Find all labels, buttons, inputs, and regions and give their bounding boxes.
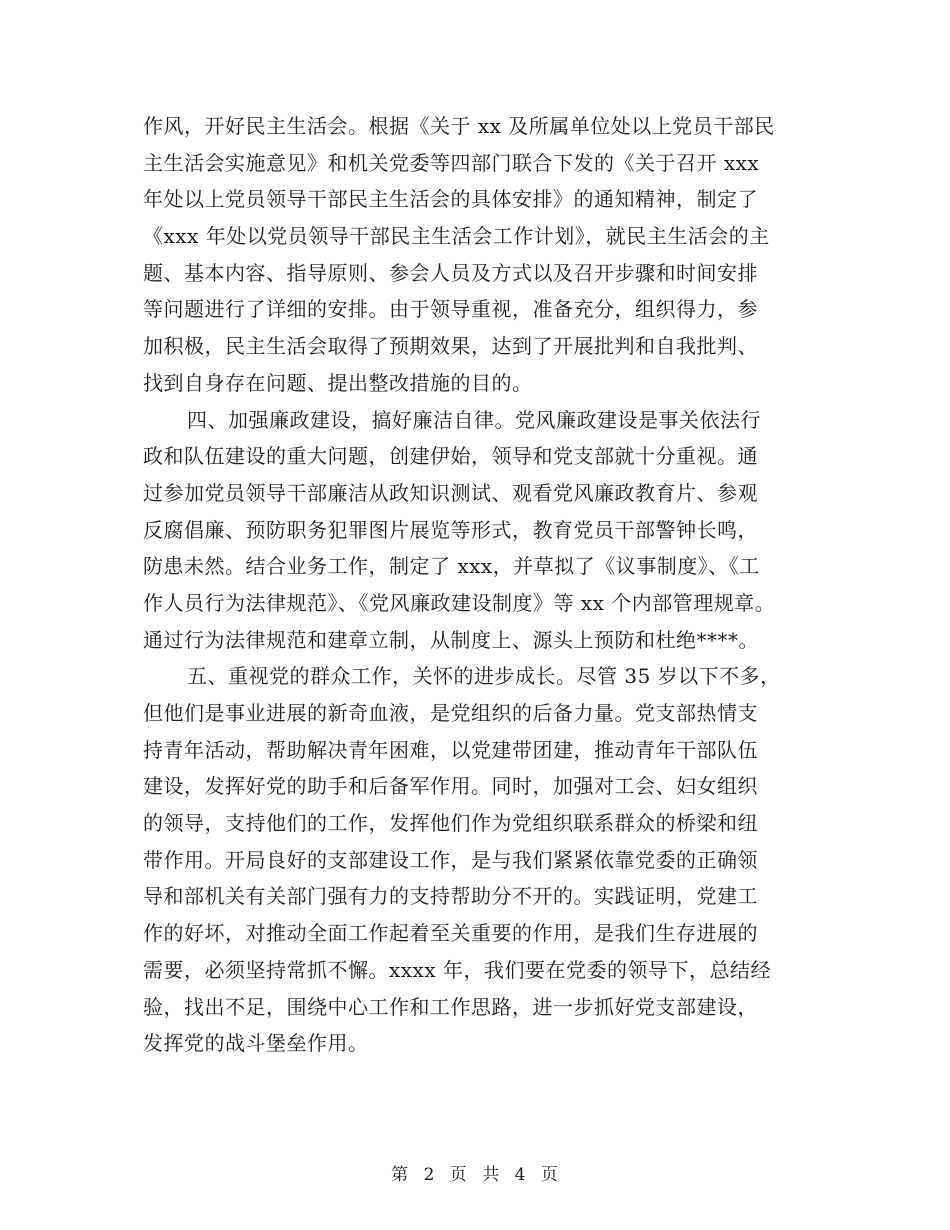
- text-line: 作人员行为法律规范》、《党风廉政建设制度》等 xx 个内部管理规章。: [143, 590, 776, 615]
- text-line: 带作用。开局良好的支部建设工作，是与我们紧紧依靠党委的正确领: [143, 847, 758, 872]
- text-line: 年处以上党员领导干部民主生活会的具体安排》的通知精神，制定了: [143, 187, 758, 212]
- text-line: 导和部机关有关部门强有力的支持帮助分不开的。实践证明，党建工: [143, 884, 758, 909]
- text-line: 题、基本内容、指导原则、参会人员及方式以及召开步骤和时间安排: [143, 260, 758, 285]
- text-line: 发挥党的战斗堡垒作用。: [143, 1031, 369, 1056]
- text-line: 验，找出不足，围绕中心工作和工作思路，进一步抓好党支部建设，: [143, 994, 758, 1019]
- page-unit: 页: [449, 1165, 468, 1185]
- text-line: 通过行为法律规范和建章立制，从制度上、源头上预防和杜绝****。: [143, 627, 759, 652]
- text-line: 《xxx 年处以党员领导干部民主生活会工作计划》，就民主生活会的主: [143, 224, 770, 249]
- document-body: [143, 108, 823, 1062]
- text-line: 找到自身存在问题、提出整改措施的目的。: [143, 370, 533, 395]
- text-line: 持青年活动，帮助解决青年困难，以党建带团建，推动青年干部队伍: [143, 737, 758, 762]
- text-line: 加积极，民主生活会取得了预期效果，达到了开展批判和自我批判、: [143, 334, 758, 359]
- page-prefix: 第: [391, 1165, 410, 1185]
- text-line: 过参加党员领导干部廉洁从政知识测试、观看党风廉政教育片、参观: [143, 480, 758, 505]
- text-line: 反腐倡廉、预防职务犯罪图片展览等形式，教育党员干部警钟长鸣，: [143, 517, 758, 542]
- text-line: 主生活会实施意见》和机关党委等四部门联合下发的《关于召开 xxx: [143, 150, 760, 175]
- paragraph-start-line: 五、重视党的群众工作，关怀的进步成长。尽管 35 岁以下不多，: [187, 664, 781, 689]
- text-line: 需要，必须坚持常抓不懈。xxxx 年，我们要在党委的领导下，总结经: [143, 957, 771, 982]
- text-line: 等问题进行了详细的安排。由于领导重视，准备充分，组织得力，参: [143, 297, 758, 322]
- text-line: 建设，发挥好党的助手和后备军作用。同时，加强对工会、妇女组织: [143, 774, 758, 799]
- total-prefix: 共: [482, 1165, 501, 1185]
- total-unit: 页: [540, 1165, 559, 1185]
- page-number: 2: [423, 1165, 436, 1185]
- text-line: 但他们是事业进展的新奇血液，是党组织的后备力量。党支部热情支: [143, 701, 758, 725]
- text-line: 防患未然。结合业务工作，制定了 xxx，并草拟了《议事制度》、《工: [143, 554, 760, 579]
- text-line: 作的好坏，对推动全面工作起着至关重要的作用，是我们生存进展的: [143, 921, 758, 946]
- total-pages: 4: [514, 1165, 527, 1185]
- paragraph-start-line: 四、加强廉政建设，搞好廉洁自律。党风廉政建设是事关依法行: [187, 407, 761, 432]
- text-line: 政和队伍建设的重大问题，创建伊始，领导和党支部就十分重视。通: [143, 444, 758, 469]
- text-line: 的领导，支持他们的工作，发挥他们作为党组织联系群众的桥梁和纽: [143, 811, 758, 836]
- text-line: 作风，开好民主生活会。根据《关于 xx 及所属单位处以上党员干部民: [143, 114, 775, 138]
- page-footer: [0, 1160, 950, 1185]
